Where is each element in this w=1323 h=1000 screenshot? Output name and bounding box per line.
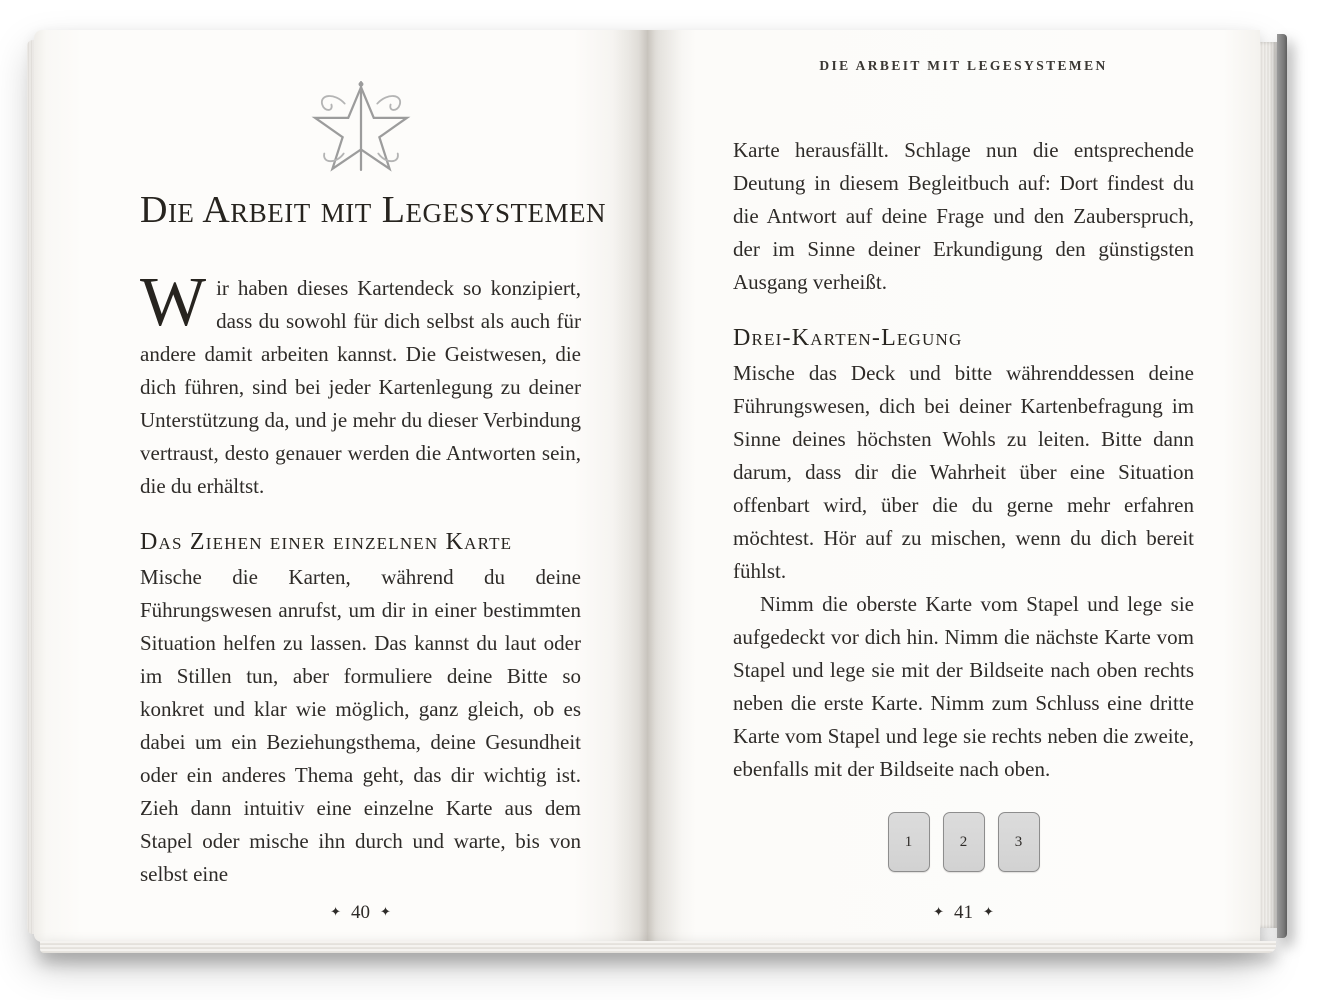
continuation-paragraph: Karte herausfällt. Schlage nun die entsprechende Deutung in diesem Begleitbuch auf: Dort findest du die Antwort auf deine Frage und den Zauberspruch, der im Sinne deiner Erkundigung den günstigsten Ausgang verheißt. (733, 138, 1194, 294)
three-card-diagram (733, 812, 1194, 872)
page-stack-edge-left (27, 40, 34, 934)
card-position-2: 2 (943, 812, 985, 872)
page-number-left: 40 (351, 902, 370, 923)
book-cover-edge (1277, 34, 1287, 938)
three-card-paragraph-2: Nimm die oberste Karte vom Stapel und lege sie aufgedeckt vor dich hin. Nimm die nächste Karte vom Stapel und lege sie mit der Bildseite nach oben rechts neben die erste Karte. Nimm zum Schluss eine dritte Karte vom Stapel und lege sie rechts neben die zweite, ebenfalls mit der Bildseite nach oben. (733, 592, 1194, 781)
single-card-paragraph: Mische die Karten, während du deine Führungswesen anrufst, um dir in einer bestimmten Situation helfen zu lassen. Das kannst du laut oder im Stillen tun, aber formuliere deine Bitte so konkret und klar wie möglich, ganz gleich, ob es dabei um ein Beziehungsthema, deine Gesundheit oder ein anderes Thema geht, das dir wichtig ist. Zieh dann intuitiv eine einzelne Karte aus dem Stapel oder mische ihn durch und warte, bis von selbst eine (140, 565, 581, 886)
page-number-right: 41 (954, 902, 973, 923)
right-page (647, 30, 1260, 942)
chapter-ornament (140, 80, 581, 176)
footer-star-icon: ✦ (983, 904, 994, 919)
page-footer-left (140, 902, 581, 924)
page-stack-edge-bottom (40, 941, 1276, 953)
open-book (34, 30, 1260, 942)
page-stack-edge-right (1260, 42, 1277, 928)
running-head: DIE ARBEIT MIT LEGESYSTEMEN (819, 58, 1108, 73)
footer-star-icon: ✦ (933, 904, 944, 919)
chapter-title: Die Arbeit mit Legesystemen (140, 189, 606, 231)
intro-paragraph: Wir haben dieses Kartendeck so konzipiert, dass du sowohl für dich selbst als auch für andere damit arbeiten kannst. Die Geistwesen, die dich führen, sind bei jeder Kartenlegung zu deiner Unterstützung da, und je mehr du dieser Verbindung vertraust, desto genauer werden die Antworten sein, die du erhältst. (140, 264, 581, 498)
left-page (34, 30, 647, 942)
pentagram-ornament-icon (310, 80, 412, 172)
section-heading-three-card: Drei-Karten-Legung (733, 325, 963, 351)
page-footer-right (733, 902, 1194, 924)
section-heading-single-card: Das Ziehen einer einzelnen Karte (140, 529, 513, 555)
card-position-3: 3 (998, 812, 1040, 872)
footer-star-icon: ✦ (330, 904, 341, 919)
three-card-paragraph-1: Mische das Deck und bitte währenddessen deine Führungswesen, dich bei deiner Kartenbefragung im Sinne deines höchsten Wohls zu leiten. Bitte dann darum, dass dir die Wahrheit über eine Situation offenbart wird, über die du gerne mehr erfahren möchtest. Hör auf zu mischen, wenn du dich bereit fühlst. (733, 361, 1194, 583)
footer-star-icon: ✦ (380, 904, 391, 919)
card-position-1: 1 (888, 812, 930, 872)
